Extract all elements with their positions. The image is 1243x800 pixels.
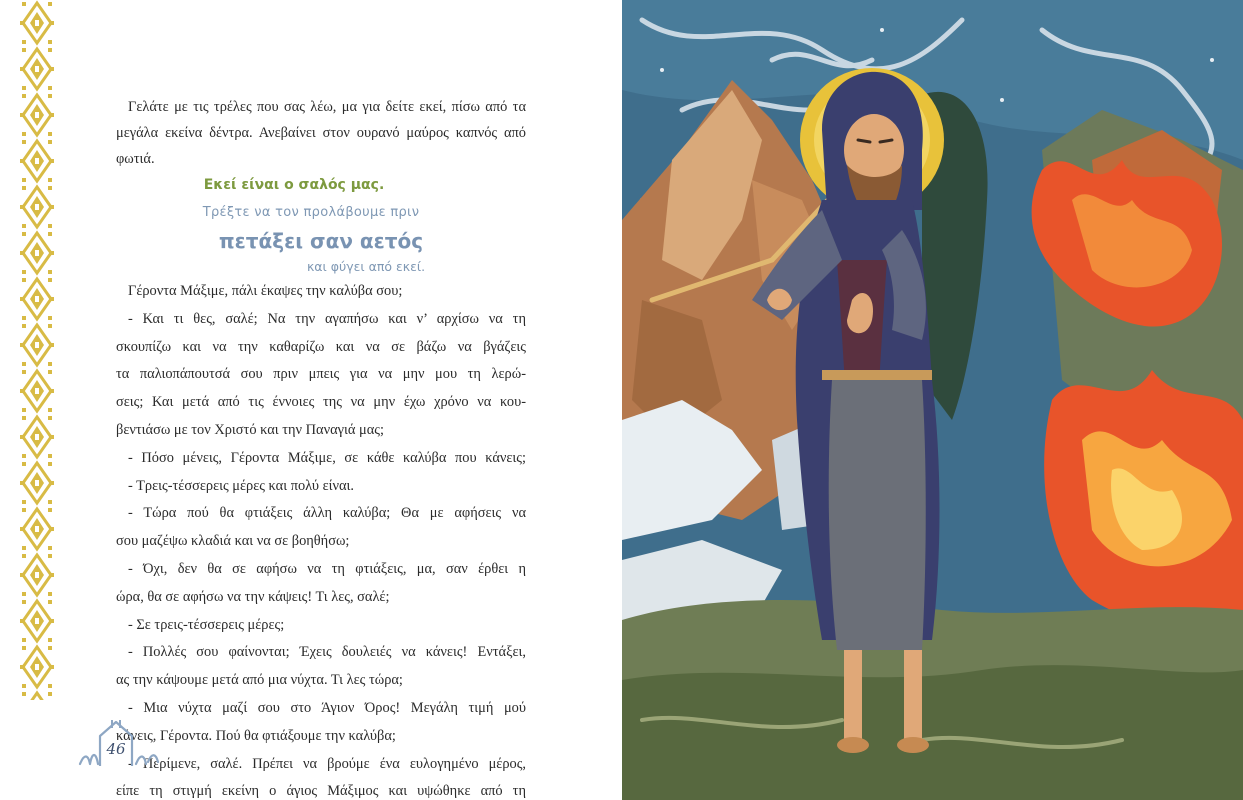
highlight-line-3: πετάξει σαν αετός bbox=[218, 229, 424, 253]
text-line: ας την κάψουμε μετά από μια νύχτα. Τι λες τώρα; bbox=[116, 672, 403, 689]
text-line: είπε τη στιγμή εκείνη ο άγιος Μάξιμος και υψώθηκε από τη bbox=[116, 783, 526, 800]
text-line: - Πολλές σου φαίνονται; Έχεις δουλειές να κάνεις! Εντάξει, bbox=[128, 644, 526, 661]
highlight-line-2: Τρέξτε να τον προλάβουμε πριν bbox=[202, 205, 420, 220]
saint-maximos-illustration bbox=[622, 0, 1243, 800]
text-line: - Σε τρεις-τέσσερεις μέρες; bbox=[128, 616, 285, 633]
text-line: - Τρεις-τέσσερεις μέρες και πολύ είναι. bbox=[128, 477, 355, 494]
illustration-panel bbox=[622, 0, 1243, 800]
text-line: - Και τι θες, σαλέ; Να την αγαπήσω και ν’ αρχίσω να τη bbox=[128, 310, 526, 327]
text-line: - Περίμενε, σαλέ. Πρέπει να βρούμε ένα ευλογημένο μέρος, bbox=[128, 755, 526, 772]
text-line: - Μια νύχτα μαζί σου στο Άγιον Όρος! Μεγάλη τιμή μού bbox=[128, 699, 526, 716]
text-line: σκουπίζω και να την καθαρίζω και να σε βάζω να βγάζεις bbox=[116, 338, 526, 355]
text-line: σεις; Και μετά από τις έννοιες της να μην έχω χρόνο να κου- bbox=[116, 394, 526, 411]
text-line: κάνεις, Γέροντα. Πού θα φτιάξουμε την καλύβα; bbox=[116, 727, 396, 744]
text-line: - Όχι, δεν θα σε αφήσω να τη φτιάξεις, μα, σαν έρθει η bbox=[128, 560, 526, 577]
story-text bbox=[116, 94, 526, 800]
page-number: 46 bbox=[106, 740, 126, 758]
decorative-border bbox=[20, 0, 54, 700]
text-line: τα παλιοπάπουτσά σου πριν μπεις για να μην μου τη λερώ- bbox=[116, 366, 526, 383]
text-line: ώρα, θα σε αφήσω να την κάψεις! Τι λες, σαλέ; bbox=[116, 588, 390, 605]
highlight-line-4: και φύγει από εκεί. bbox=[306, 259, 426, 274]
text-line: Γέροντα Μάξιμε, πάλι έκαψες την καλύβα σου; bbox=[128, 283, 403, 299]
text-line: - Τώρα πού θα φτιάξεις άλλη καλύβα; Θα με αφήσεις να bbox=[128, 505, 526, 522]
intro-paragraph: Γελάτε με τις τρέλες που σας λέω, μα για δείτε εκεί, πίσω από τα μεγάλα εκείνα δέντρα. Ανεβαίνει στον ουρανό μαύρος καπνός από φωτιά. bbox=[116, 99, 526, 167]
text-line: - Πόσο μένεις, Γέροντα Μάξιμε, σε κάθε καλύβα που κάνεις; bbox=[128, 449, 526, 466]
highlight-line-1: Εκεί είναι ο σαλός μας. bbox=[203, 177, 385, 193]
hut-doodle-icon bbox=[76, 714, 186, 778]
text-line: σου μαζέψω κλαδιά και να σε βοηθήσω; bbox=[116, 533, 350, 550]
text-line: βεντιάσω με τον Χριστό και την Παναγιά μας; bbox=[116, 421, 384, 438]
page-footer bbox=[76, 714, 186, 778]
